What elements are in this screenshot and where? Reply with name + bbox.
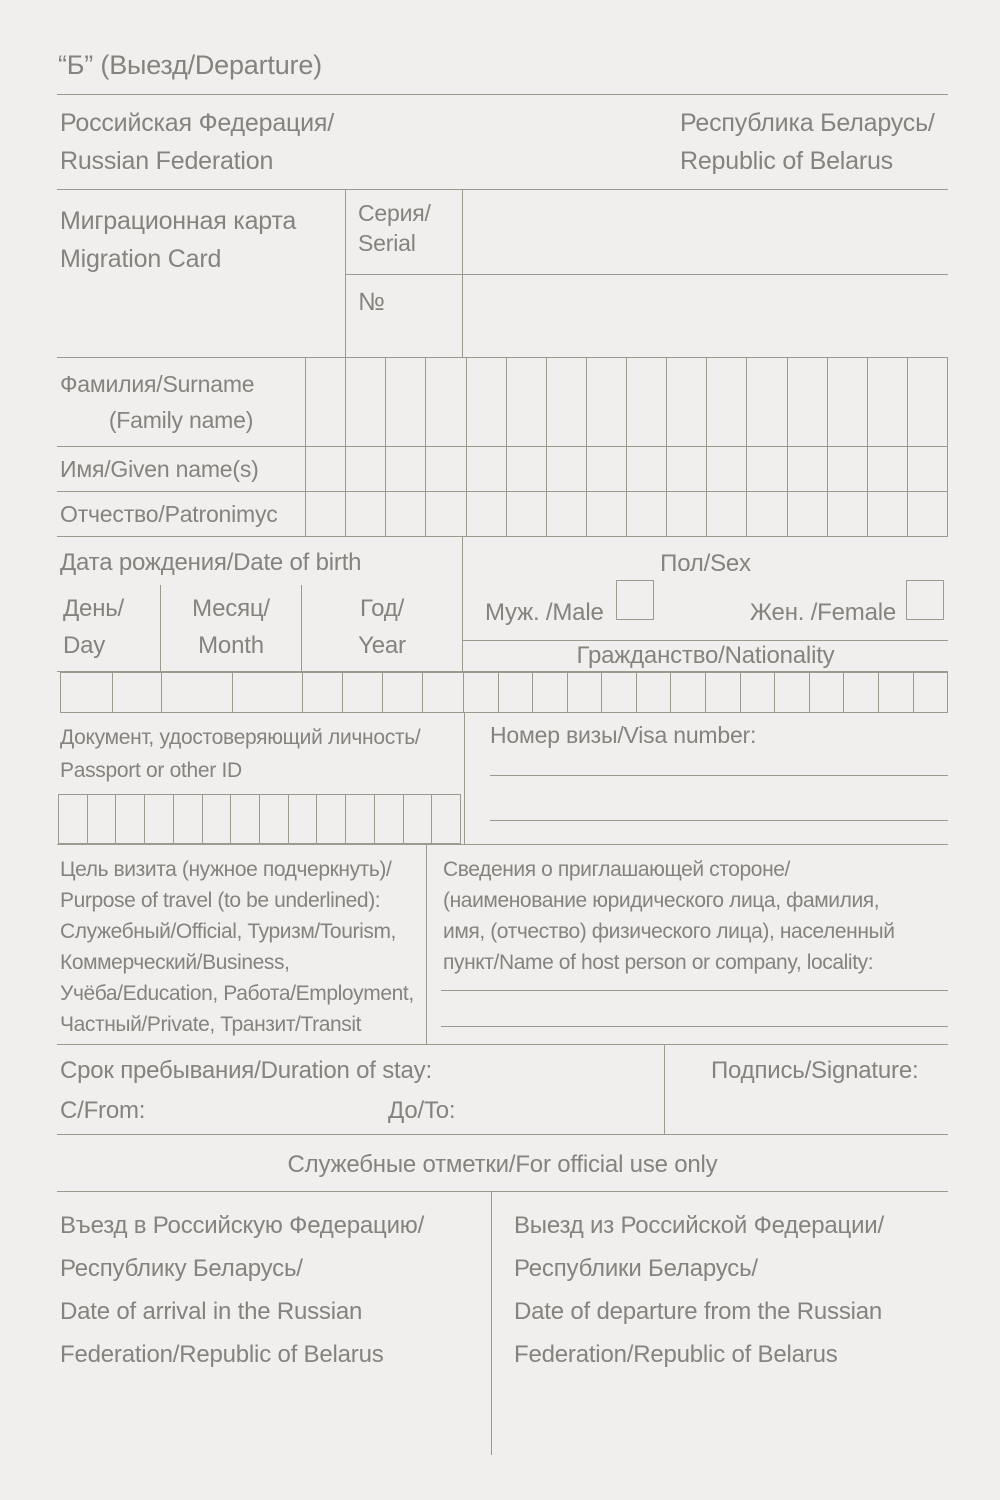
- visa-label: Номер визы/Visa number:: [490, 722, 757, 748]
- char-cell[interactable]: [706, 673, 741, 712]
- country-right-line2: Republic of Belarus: [680, 147, 893, 175]
- char-cell[interactable]: [174, 795, 203, 843]
- char-cell[interactable]: [113, 673, 162, 712]
- sex-options-row: [463, 585, 948, 641]
- char-cell[interactable]: [868, 492, 908, 536]
- char-cell[interactable]: [467, 492, 507, 536]
- char-cell[interactable]: [868, 447, 908, 491]
- given-name-label: Имя/Given name(s): [60, 456, 259, 482]
- dob-cells[interactable]: [61, 673, 464, 712]
- dob-nationality-strip-row: [57, 672, 948, 713]
- char-cell[interactable]: [707, 447, 747, 491]
- country-left-line1: Российская Федерация/: [60, 109, 335, 137]
- migration-card-label: [57, 190, 345, 357]
- char-cell[interactable]: [233, 673, 303, 712]
- given-name-row: [57, 447, 948, 492]
- char-cell[interactable]: [375, 795, 404, 843]
- char-cell[interactable]: [747, 492, 787, 536]
- male-checkbox[interactable]: [616, 580, 654, 620]
- char-cell[interactable]: [828, 358, 868, 446]
- char-cell[interactable]: [162, 673, 233, 712]
- char-cell[interactable]: [346, 358, 386, 446]
- char-cell[interactable]: [386, 358, 426, 446]
- char-cell[interactable]: [747, 447, 787, 491]
- purpose-options-line-3[interactable]: Учёба/Education, Работа/Employment,: [60, 982, 414, 1005]
- dob-header: Дата рождения/Date of birth: [60, 549, 362, 576]
- visa-number-line-1[interactable]: [490, 775, 948, 776]
- char-cell[interactable]: [828, 447, 868, 491]
- surname-cells[interactable]: [305, 358, 948, 446]
- char-cell[interactable]: [667, 358, 707, 446]
- char-cell[interactable]: [306, 447, 346, 491]
- char-cell[interactable]: [602, 673, 637, 712]
- char-cell[interactable]: [306, 492, 346, 536]
- official-use-label: Служебные отметки/For official use only: [287, 1151, 718, 1178]
- char-cell[interactable]: [231, 795, 260, 843]
- departure-stamp-block[interactable]: Выезд из Российской Федерации/ Республики Беларусь/ Date of departure from the Russian Federation/Republic of Belarus: [514, 1212, 884, 1368]
- serial-value-field[interactable]: [463, 190, 948, 274]
- host-info-block: Сведения о приглашающей стороне/ (наименование юридического лица, фамилия, имя, (отчество) физического лица), населенный пункт/Name of host person or company, locality:: [427, 845, 948, 1044]
- char-cell[interactable]: [879, 673, 914, 712]
- countries-header: [57, 95, 948, 190]
- char-cell[interactable]: [386, 492, 426, 536]
- char-cell[interactable]: [844, 673, 879, 712]
- host-info-line-2[interactable]: [441, 1026, 948, 1027]
- char-cell[interactable]: [568, 673, 603, 712]
- char-cell[interactable]: [343, 673, 383, 712]
- char-cell[interactable]: [707, 358, 747, 446]
- char-cell[interactable]: [260, 795, 289, 843]
- char-cell[interactable]: [747, 358, 787, 446]
- signature-block: [665, 1045, 948, 1134]
- char-cell[interactable]: [788, 447, 828, 491]
- char-cell[interactable]: [587, 358, 627, 446]
- char-cell[interactable]: [707, 492, 747, 536]
- female-label: Жен. /Female: [749, 598, 896, 626]
- char-cell[interactable]: [810, 673, 845, 712]
- char-cell[interactable]: [59, 795, 88, 843]
- from-label: С/From:: [60, 1097, 146, 1124]
- char-cell[interactable]: [317, 795, 346, 843]
- char-cell[interactable]: [464, 673, 499, 712]
- char-cell[interactable]: [306, 358, 346, 446]
- form-title-block: [57, 0, 948, 95]
- char-cell[interactable]: [507, 358, 547, 446]
- char-cell[interactable]: [423, 673, 464, 712]
- year-label: Год/ Year: [358, 595, 406, 659]
- char-cell[interactable]: [908, 358, 948, 446]
- char-cell[interactable]: [637, 673, 672, 712]
- char-cell[interactable]: [667, 447, 707, 491]
- char-cell[interactable]: [507, 492, 547, 536]
- number-label: №: [345, 275, 463, 357]
- patronymic-row: [57, 492, 948, 537]
- passport-label-en: Passport or other ID: [60, 759, 242, 782]
- birth-sex-section: [57, 537, 948, 672]
- number-value-field[interactable]: [463, 275, 948, 357]
- date-of-birth-block: [57, 537, 463, 671]
- char-cell[interactable]: [507, 447, 547, 491]
- char-cell[interactable]: [908, 492, 948, 536]
- char-cell[interactable]: [587, 492, 627, 536]
- male-label: Муж. /Male: [485, 598, 604, 626]
- char-cell[interactable]: [788, 492, 828, 536]
- char-cell[interactable]: [908, 447, 948, 491]
- purpose-options-line-1[interactable]: Служебный/Official, Туризм/Tourism,: [60, 920, 396, 943]
- char-cell[interactable]: [404, 795, 433, 843]
- country-left: [57, 104, 334, 189]
- duration-of-stay-block: [57, 1045, 665, 1134]
- month-label: Месяц/ Month: [161, 585, 302, 671]
- char-cell[interactable]: [467, 358, 507, 446]
- migration-card-form: [57, 0, 948, 1455]
- host-info-line-1[interactable]: [441, 990, 948, 991]
- char-cell[interactable]: [116, 795, 145, 843]
- serial-label: Серия/ Serial: [345, 190, 463, 274]
- char-cell[interactable]: [499, 673, 534, 712]
- stamps-section: [57, 1192, 948, 1455]
- migration-card-section: [57, 190, 948, 358]
- char-cell[interactable]: [289, 795, 318, 843]
- char-cell[interactable]: [914, 673, 948, 712]
- char-cell[interactable]: [346, 492, 386, 536]
- char-cell[interactable]: [627, 447, 667, 491]
- char-cell[interactable]: [775, 673, 810, 712]
- visa-number-line-2[interactable]: [490, 820, 948, 821]
- purpose-of-travel-block: Цель визита (нужное подчеркнуть)/ Purpose of travel (to be underlined): Служебный/Official, Туризм/Tourism, Коммерческий/Business, Учёба/Education, Работа/Employment, Частный/Private, Транзит/Transit: [57, 845, 427, 1044]
- char-cell[interactable]: [383, 673, 423, 712]
- country-right: [680, 104, 948, 189]
- purpose-options-line-2[interactable]: Коммерческий/Business,: [60, 951, 290, 974]
- migration-card-label-ru: Миграционная карта: [60, 207, 297, 235]
- char-cell[interactable]: [627, 358, 667, 446]
- surname-label: Фамилия/Surname (Family name): [60, 371, 255, 433]
- char-cell[interactable]: [868, 358, 908, 446]
- nationality-cells[interactable]: [464, 673, 947, 712]
- char-cell[interactable]: [386, 447, 426, 491]
- char-cell[interactable]: [426, 492, 466, 536]
- char-cell[interactable]: [346, 795, 375, 843]
- char-cell[interactable]: [467, 447, 507, 491]
- char-cell[interactable]: [671, 673, 706, 712]
- stay-signature-section: [57, 1045, 948, 1135]
- char-cell[interactable]: [426, 358, 466, 446]
- char-cell[interactable]: [788, 358, 828, 446]
- char-cell[interactable]: [533, 673, 568, 712]
- given-name-cells[interactable]: [305, 447, 948, 491]
- sex-block: [463, 537, 948, 671]
- to-label: До/To:: [388, 1097, 456, 1124]
- char-cell[interactable]: [547, 358, 587, 446]
- patronymic-cells[interactable]: [305, 492, 948, 536]
- duration-label: Срок пребывания/Duration of stay:: [60, 1057, 432, 1084]
- visa-block: [465, 713, 948, 844]
- char-cell[interactable]: [741, 673, 776, 712]
- char-cell[interactable]: [587, 447, 627, 491]
- official-use-row: [57, 1135, 948, 1192]
- country-right-line1: Республика Беларусь/: [680, 109, 935, 137]
- char-cell[interactable]: [203, 795, 232, 843]
- migration-card-label-en: Migration Card: [60, 245, 222, 273]
- passport-number-cells[interactable]: [58, 794, 461, 844]
- passport-block: [57, 713, 465, 844]
- country-left-line2: Russian Federation: [60, 147, 274, 175]
- char-cell[interactable]: [346, 447, 386, 491]
- char-cell[interactable]: [627, 492, 667, 536]
- female-checkbox[interactable]: [906, 580, 944, 620]
- day-label: День/ Day: [57, 585, 161, 671]
- purpose-host-section: [57, 845, 948, 1045]
- form-title: “Б” (Выезд/Departure): [58, 50, 322, 80]
- purpose-options-line-4[interactable]: Частный/Private, Транзит/Transit: [60, 1013, 362, 1036]
- sex-header: Пол/Sex: [660, 550, 751, 577]
- char-cell[interactable]: [828, 492, 868, 536]
- char-cell[interactable]: [61, 673, 113, 712]
- char-cell[interactable]: [547, 492, 587, 536]
- nationality-label: Гражданство/Nationality: [576, 642, 835, 669]
- passport-visa-section: [57, 713, 948, 845]
- char-cell[interactable]: [547, 447, 587, 491]
- arrival-stamp-block[interactable]: Въезд в Российскую Федерацию/ Республику Беларусь/ Date of arrival in the Russian Federation/Republic of Belarus: [57, 1192, 492, 1455]
- char-cell[interactable]: [426, 447, 466, 491]
- patronymic-label: Отчество/Patronimyc: [60, 501, 278, 527]
- passport-label-ru: Документ, удостоверяющий личность/: [60, 726, 421, 749]
- surname-row: [57, 358, 948, 447]
- char-cell[interactable]: [667, 492, 707, 536]
- char-cell[interactable]: [303, 673, 343, 712]
- char-cell[interactable]: [432, 795, 460, 843]
- char-cell[interactable]: [88, 795, 117, 843]
- signature-label: Подпись/Signature:: [711, 1057, 919, 1084]
- char-cell[interactable]: [145, 795, 174, 843]
